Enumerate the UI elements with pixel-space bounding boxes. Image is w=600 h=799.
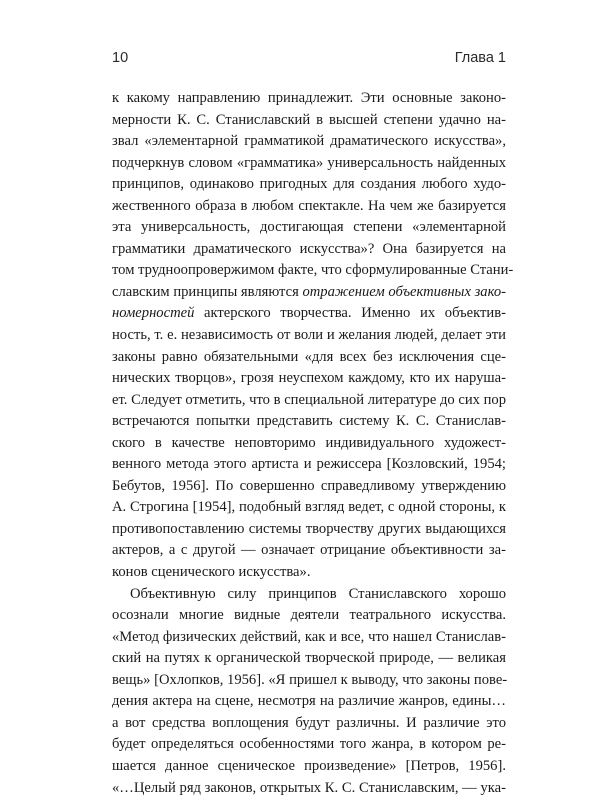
- text-line: а вот средства воплощения будут различны. И различие это: [112, 713, 506, 735]
- text-fragment: актерского творчества. Именно их объектив-: [194, 305, 506, 321]
- text-line: будет определяться особенностями того жанра, в котором ре-: [112, 734, 506, 756]
- text-line: том трудноопровержимом факте, что сформулированные Стани-: [112, 260, 506, 282]
- text-line: ский на путях к органической творческой природе, — великая: [112, 648, 506, 670]
- text-line: «…Целый ряд законов, открытых К. С. Станиславским, — ука-: [112, 778, 506, 799]
- text-line: ского в качестве неповторимо индивидуального художест-: [112, 433, 506, 455]
- text-line: принципов, одинаково пригодных для создания любого худо-: [112, 174, 506, 196]
- text-line: противопоставлению системы творчеству других выдающихся: [112, 519, 506, 541]
- text-fragment: славским принципы являются: [112, 284, 299, 300]
- text-line: актеров, а с другой — означает отрицание объективности за-: [112, 540, 506, 562]
- text-line: дения актера на сцене, несмотря на различие жанров, едины…: [112, 691, 506, 713]
- text-line-with-emphasis: [112, 282, 506, 304]
- text-line-with-emphasis: [112, 303, 506, 325]
- text-line: вещь» [Охлопков, 1956]. «Я пришел к выводу, что законы пове-: [112, 670, 506, 692]
- text-line: законы равно обязательными «для всех без исключения сце-: [112, 347, 506, 369]
- text-line: осознали многие видные деятели театрального искусства.: [112, 605, 506, 627]
- text-line: А. Строгина [1954], подобный взгляд ведет, с одной стороны, к: [112, 497, 506, 519]
- text-line: мерности К. С. Станиславский в высшей степени удачно на-: [112, 110, 506, 132]
- text-line: встречаются попытки представить систему К. С. Станислав-: [112, 411, 506, 433]
- text-line: Объективную силу принципов Станиславского хорошо: [112, 584, 506, 606]
- emphasis-text: номерностей: [112, 305, 194, 321]
- text-line: конов сценического искусства».: [112, 562, 506, 584]
- text-line: жественного образа в любом спектакле. На чем же базируется: [112, 196, 506, 218]
- text-line: венного метода этого артиста и режиссера [Козловский, 1954;: [112, 454, 506, 476]
- text-line: эта универсальность, достигающая степени «элементарной: [112, 217, 506, 239]
- text-line: звал «элементарной грамматикой драматического искусства»,: [112, 131, 506, 153]
- text-line: ность, т. е. независимость от воли и желания людей, делает эти: [112, 325, 506, 347]
- text-line: грамматики драматического искусства»? Она базируется на: [112, 239, 506, 261]
- running-head: [112, 50, 506, 74]
- text-line: Бебутов, 1956]. По совершенно справедливому утверждению: [112, 476, 506, 498]
- chapter-label: Глава 1: [455, 50, 506, 66]
- body-text: [112, 88, 506, 799]
- text-line: нических творцов», грозя неуспехом каждому, кто их наруша-: [112, 368, 506, 390]
- page-number: 10: [112, 50, 128, 66]
- text-line: шается данное сценическое произведение» [Петров, 1956].: [112, 756, 506, 778]
- paragraph-2: [112, 584, 506, 799]
- text-line: подчеркнув словом «грамматика» универсальность найденных: [112, 153, 506, 175]
- paragraph-1: [112, 88, 506, 584]
- text-line: «Метод физических действий, как и все, что нашел Станислав-: [112, 627, 506, 649]
- text-line: к какому направлению принадлежит. Эти основные законо-: [112, 88, 506, 110]
- emphasis-text: отражением объективных зако-: [302, 284, 506, 300]
- text-line: ет. Следует отметить, что в специальной литературе до сих пор: [112, 390, 506, 412]
